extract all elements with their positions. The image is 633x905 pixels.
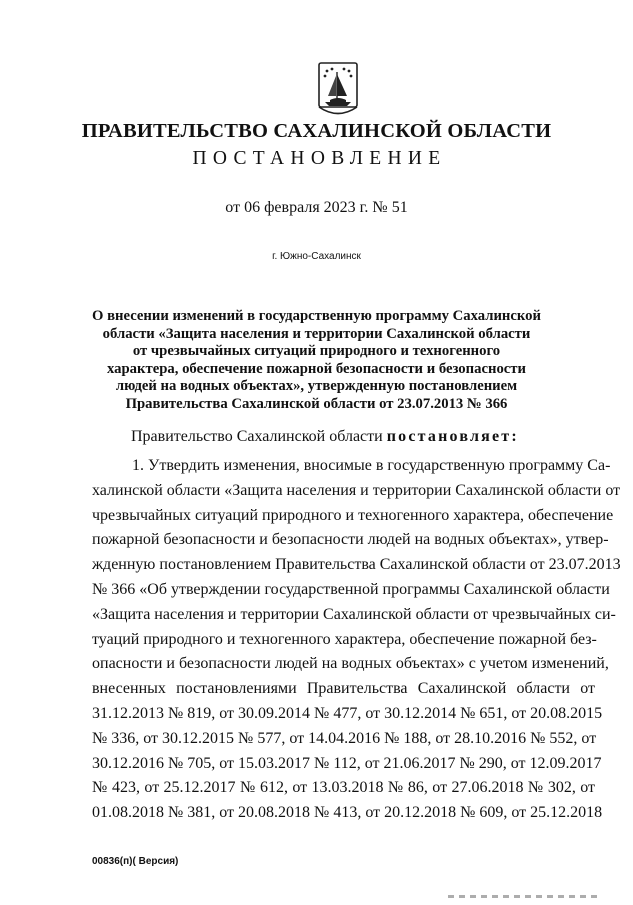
body-line: внесенных постановлениями Правительства Сахалинской области от [92,680,595,698]
city: г. Южно-Сахалинск [272,251,361,262]
body-line: 01.08.2018 № 381, от 20.08.2018 № 413, от 20.12.2018 № 609, от 25.12.2018 [92,804,603,822]
title-line: характера, обеспечение пожарной безопасности и безопасности [107,360,526,377]
body-line: № 423, от 25.12.2017 № 612, от 13.03.2018 № 86, от 27.06.2018 № 302, от [92,779,595,797]
organization-name: ПРАВИТЕЛЬСТВО САХАЛИНСКОЙ ОБЛАСТИ [81,120,552,142]
body-line: № 366 «Об утверждении государственной программы Сахалинской области [92,580,610,598]
preamble-text: Правительство Сахалинской области [131,428,387,445]
body-line: жденную постановлением Правительства Сахалинской области от 23.07.2013 [92,556,621,574]
date-and-number: от 06 февраля 2023 г. № 51 [225,199,408,216]
body-line: туаций природного и техногенного характера, обеспечение пожарной без- [92,630,597,648]
title-line: Правительства Сахалинской области от 23.07.2013 № 366 [125,395,508,412]
body-line: пожарной безопасности и безопасности людей на водных объектах», утвер- [92,531,609,549]
preamble-emphasis: постановляет: [386,428,519,445]
document-title [60,308,573,414]
sakhalin-coat-of-arms-icon [318,62,358,120]
title-line: от чрезвычайных ситуаций природного и техногенного [132,343,501,360]
scan-artifact [448,895,598,898]
body-line: 30.12.2016 № 705, от 15.03.2017 № 112, от 21.06.2017 № 290, от 12.09.2017 [92,754,602,772]
title-line: области «Защита населения и территории Сахалинской области [102,325,531,342]
body-line: халинской области «Защита населения и территории Сахалинской области от [92,481,621,499]
body-line: опасности и безопасности людей на водных объектах» с учетом изменений, [92,655,609,673]
body-line: 31.12.2013 № 819, от 30.09.2014 № 477, от 30.12.2014 № 651, от 20.08.2015 [92,704,603,722]
body-line: «Защита населения и территории Сахалинской области от чрезвычайных си- [92,605,616,623]
body-line: 1. Утвердить изменения, вносимые в государственную программу Са- [132,457,611,474]
document-type: ПОСТАНОВЛЕНИЕ [192,148,447,169]
title-line: людей на водных объектах», утвержденную постановлением [115,378,518,395]
body-line: № 336, от 30.12.2015 № 577, от 14.04.2016 № 188, от 28.10.2016 № 552, от [92,729,597,747]
body-line: чрезвычайных ситуаций природного и техногенного характера, обеспечение [92,506,614,524]
body-text [92,454,621,826]
document-code: 00836(п)( Версия) [92,856,179,867]
title-line: О внесении изменений в государственную программу Сахалинской [92,308,541,324]
preamble [131,428,519,446]
